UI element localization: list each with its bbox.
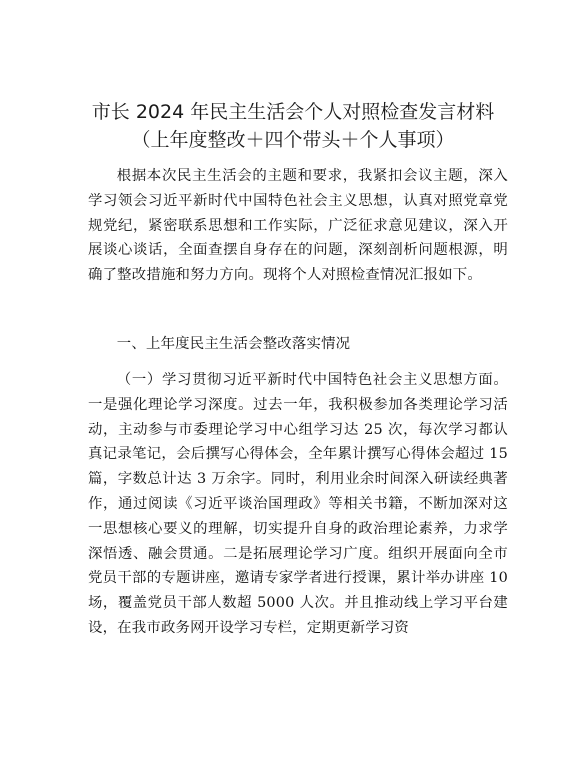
body-paragraph: （一）学习贯彻习近平新时代中国特色社会主义思想方面。一是强化理论学习深度。过去一年，我积极参加各类理论学习活动，主动参与市委理论学习中心组学习达 25 次，每次学习都认真记录笔记，会后撰写心得体会，全年累计撰写心得体会超过 15 篇，字数总计达 3 万余字。同时，利用业余时间深入研读经典著作，通过阅读《习近平谈治国理政》等相关书籍，不断加深对这一思想核心要义的理解，切实提升自身的政治理论素养，力求学深悟透、融会贯通。二是拓展理论学习广度。组织开展面向全市党员干部的专题讲座，邀请专家学者进行授课，累计举办讲座 10 场，覆盖党员干部人数超 5000 人次。并且推动线上学习平台建设，在我市政务网开设学习专栏，定期更新学习资: [88, 372, 508, 636]
document-subtitle: （上年度整改＋四个带头＋个人事项）: [131, 129, 455, 151]
intro-paragraph: 根据本次民主生活会的主题和要求，我紧扣会议主题，深入学习领会习近平新时代中国特色社会主义思想，认真对照党章党规党纪，紧密联系思想和工作实际，广泛征求意见建议，深入开展谈心谈话，全面查摆自身存在的问题，深刻剖析问题根源，明确了整改措施和努力方向。现将个人对照检查情况汇报如下。: [88, 168, 508, 284]
document-title: 市长 2024 年民主生活会个人对照检查发言材料: [91, 101, 495, 123]
section-heading: 一、上年度民主生活会整改落实情况: [116, 336, 351, 352]
